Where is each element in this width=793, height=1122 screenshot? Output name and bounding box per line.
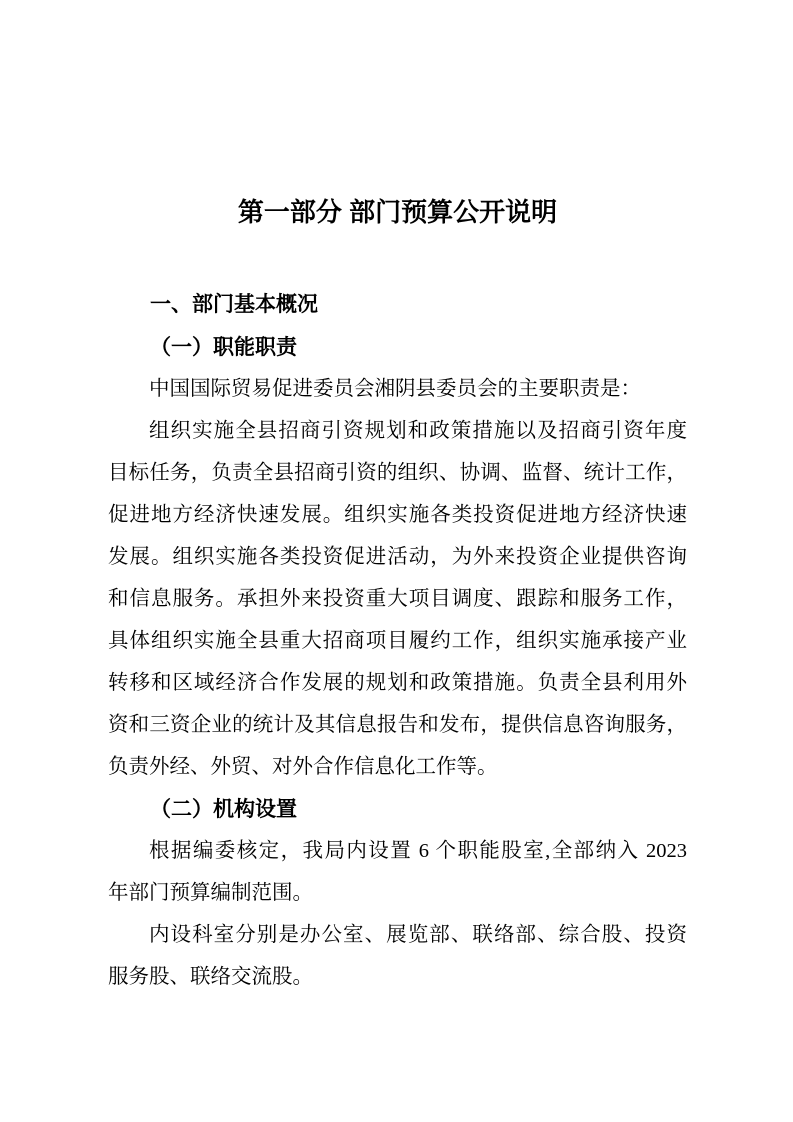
subsection-heading: （二）机构设置 <box>150 797 297 821</box>
text-line: 发展。组织实施各类投资促进活动，为外来投资企业提供咨询 <box>108 546 687 568</box>
text-line: 具体组织实施全县重大招商项目履约工作，组织实施承接产业 <box>108 630 687 652</box>
text-line: 负责外经、外贸、对外合作信息化工作等。 <box>108 756 498 778</box>
text-line: 组织实施全县招商引资规划和政策措施以及招商引资年度 <box>149 420 687 442</box>
paragraph <box>108 368 687 410</box>
text-line: 转移和区域经济合作发展的规划和政策措施。负责全县利用外 <box>108 672 687 694</box>
section-heading: 一、部门基本概况 <box>150 293 318 316</box>
document-title: 第一部分 部门预算公开说明 <box>237 197 558 227</box>
text-line: 服务股、联络交流股。 <box>108 966 313 988</box>
text-line: 和信息服务。承担外来投资重大项目调度、跟踪和服务工作， <box>108 588 687 610</box>
paragraph <box>108 914 687 998</box>
text-line: 中国国际贸易促进委员会湘阴县委员会的主要职责是： <box>149 378 641 400</box>
text-line: 年部门预算编制范围。 <box>108 882 313 904</box>
text-line: 资和三资企业的统计及其信息报告和发布，提供信息咨询服务， <box>108 714 687 736</box>
paragraph <box>108 410 687 788</box>
text-line: 促进地方经济快速发展。组织实施各类投资促进地方经济快速 <box>108 504 687 526</box>
text-line: 根据编委核定，我局内设置 6 个职能股室,全部纳入 2023 <box>149 840 687 862</box>
text-line: 内设科室分别是办公室、展览部、联络部、综合股、投资 <box>149 924 687 946</box>
subsection-heading: （一）职能职责 <box>150 335 297 359</box>
text-line: 目标任务，负责全县招商引资的组织、协调、监督、统计工作， <box>108 462 687 484</box>
document-body <box>108 284 687 998</box>
document-content <box>0 196 793 998</box>
paragraph <box>108 830 687 914</box>
